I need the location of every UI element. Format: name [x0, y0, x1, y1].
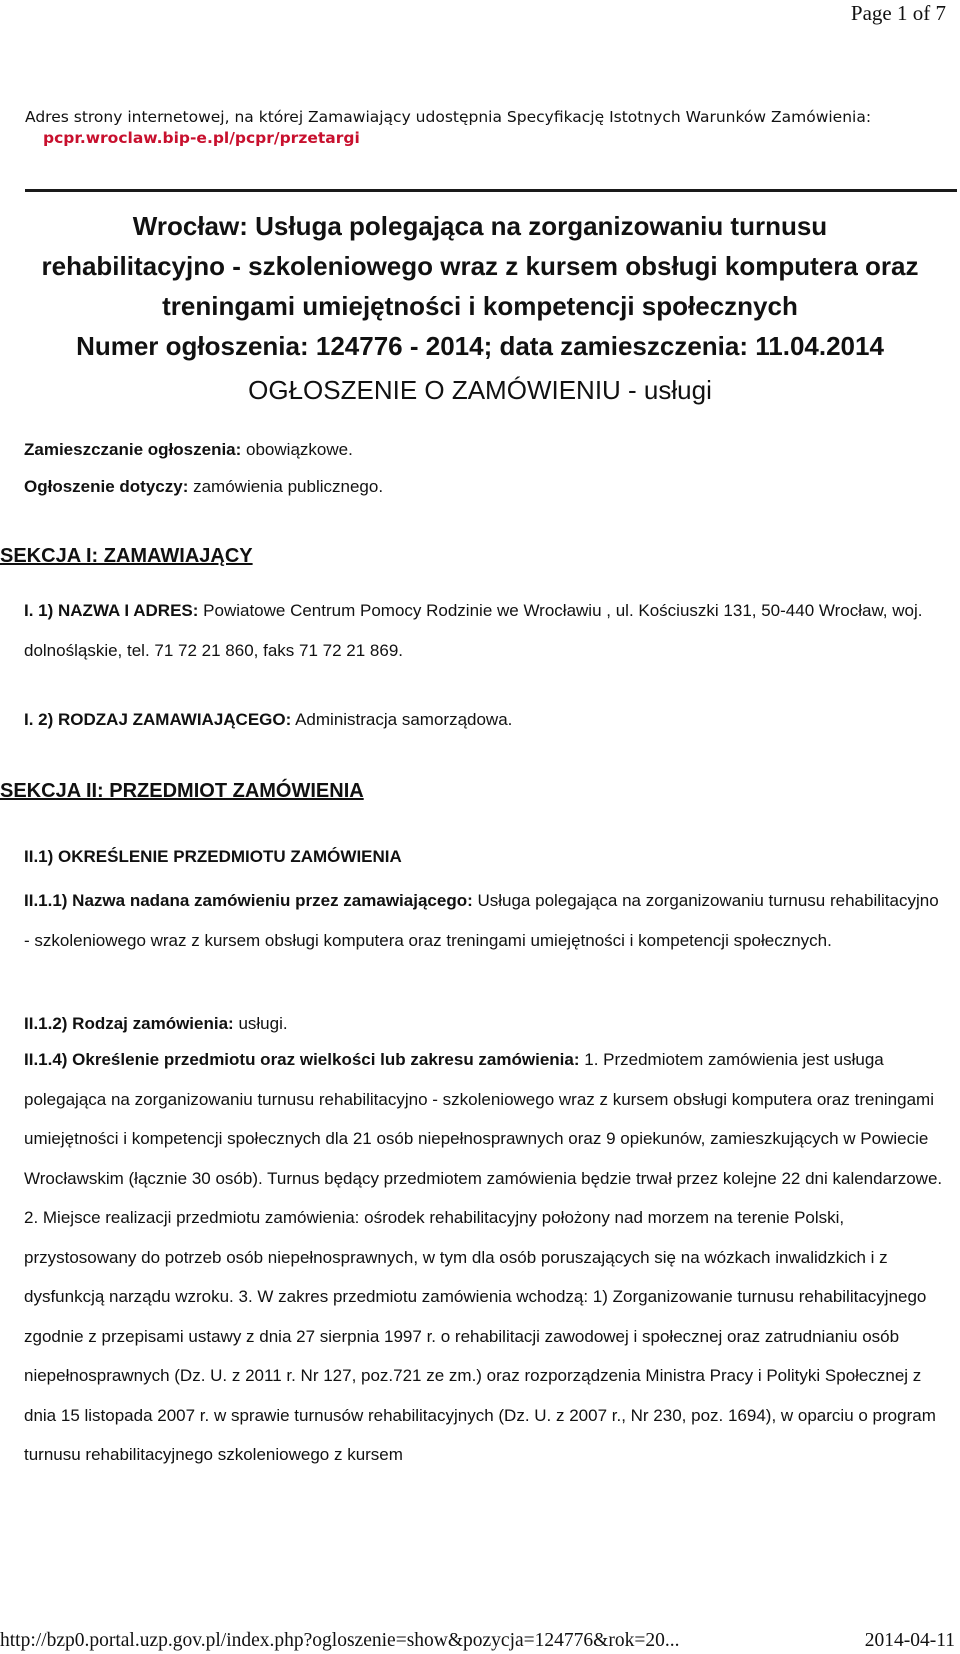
order-kind-value: usługi.	[233, 1014, 288, 1033]
notice-number-line: Numer ogłoszenia: 124776 - 2014; data zamieszczenia: 11.04.2014	[76, 331, 884, 361]
notice-type: OGŁOSZENIE O ZAMÓWIENIU - usługi	[248, 375, 712, 405]
specification-link[interactable]: pcpr.wroclaw.bip-e.pl/pcpr/przetargi	[43, 129, 360, 147]
header-divider	[25, 189, 957, 192]
site-intro-text: Adres strony internetowej, na której Zamawiający udostępnia Specyfikację Istotnych Warunków Zamówienia:	[25, 108, 872, 126]
address-label: I. 1) NAZWA I ADRES:	[24, 601, 199, 620]
title-line: Wrocław: Usługa polegająca na zorganizowaniu turnusu	[132, 211, 828, 241]
section-2-heading: SEKCJA II: PRZEDMIOT ZAMÓWIENIA	[0, 780, 364, 802]
publication-label: Zamieszczanie ogłoszenia:	[24, 440, 242, 459]
order-scope-value: 1. Przedmiotem zamówienia jest usługa polegająca na zorganizowaniu turnusu rehabilitacyjno - szkoleniowego wraz z kursem obsługi komputera oraz treningami umiejętności i kompetencji społecznych dla 21 osób niepełnosprawnych oraz 9 opiekunów, zamieszkujących w Powiecie Wrocławskim (łącznie 30 osób). Turnus będący przedmiotem zamówienia będzie trwał przez kolejne 22 dni kalendarzowe. 2. Miejsce realizacji przedmiotu zamówienia: ośrodek rehabilitacyjny położony nad morzem na terenie Polski, przystosowany do potrzeb osób niepełnosprawnych, w tym dla osób poruszających się na wózkach inwalidzkich i z dysfunkcją narządu wzroku. 3. W zakres przedmiotu zamówienia wchodzą: 1) Zorganizowanie turnusu rehabilitacyjnego zgodnie z przepisami ustawy z dnia 27 sierpnia 1997 r. o rehabilitacji zawodowej i społecznej oraz zatrudnianiu osób niepełnosprawnych (Dz. U. z 2011 r. Nr 127, poz.721 ze zm.) oraz rozporządzenia Ministra Pracy i Polityki Społecznej z dnia 15 listopada 2007 r. w sprawie turnusów rehabilitacyjnych (Dz. U. z 2007 r., Nr 230, poz. 1694), w oparciu o program turnusu rehabilitacyjnego szkoleniowego z kursem	[24, 1050, 943, 1464]
subject-subheading	[24, 845, 944, 869]
concerns-label: Ogłoszenie dotyczy:	[24, 477, 189, 496]
footer-date: 2014-04-11	[864, 1630, 955, 1651]
authority-type-value: Administracja samorządowa.	[291, 710, 513, 729]
authority-type	[24, 708, 944, 732]
order-scope	[24, 1040, 944, 1475]
order-scope-label: II.1.4) Określenie przedmiotu oraz wielkości lub zakresu zamówienia:	[24, 1050, 580, 1069]
subject-subheading-label: II.1) OKREŚLENIE PRZEDMIOTU ZAMÓWIENIA	[24, 847, 402, 866]
address-value: Powiatowe Centrum Pomocy Rodzinie we Wrocławiu , ul. Kościuszki 131, 50-440 Wrocław, woj. dolnośląskie, tel. 71 72 21 860, faks 71 72 21 869.	[24, 601, 923, 660]
contracting-authority-address	[24, 591, 944, 670]
section-1-heading: SEKCJA I: ZAMAWIAJĄCY	[0, 545, 253, 567]
order-kind-label: II.1.2) Rodzaj zamówienia:	[24, 1014, 234, 1033]
publication-line	[24, 438, 353, 462]
title-line: treningami umiejętności i kompetencji społecznych	[162, 291, 798, 321]
footer-url: http://bzp0.portal.uzp.gov.pl/index.php?ogloszenie=show&pozycja=124776&rok=20...	[0, 1630, 680, 1651]
publication-value: obowiązkowe.	[241, 440, 353, 459]
title-line: rehabilitacyjno - szkoleniowego wraz z kursem obsługi komputera oraz	[41, 251, 919, 281]
order-kind	[24, 1012, 944, 1036]
concerns-line	[24, 475, 383, 499]
order-name-value: Usługa polegająca na zorganizowaniu turnusu rehabilitacyjno - szkoleniowego wraz z kursem obsługi komputera oraz treningami umiejętności i kompetencji społecznych.	[24, 891, 939, 950]
order-name	[24, 881, 944, 960]
concerns-value: zamówienia publicznego.	[188, 477, 384, 496]
notice-title	[10, 206, 950, 366]
order-name-label: II.1.1) Nazwa nadana zamówieniu przez zamawiającego:	[24, 891, 473, 910]
authority-type-label: I. 2) RODZAJ ZAMAWIAJĄCEGO:	[24, 710, 292, 729]
page-indicator: Page 1 of 7	[850, 1, 946, 25]
